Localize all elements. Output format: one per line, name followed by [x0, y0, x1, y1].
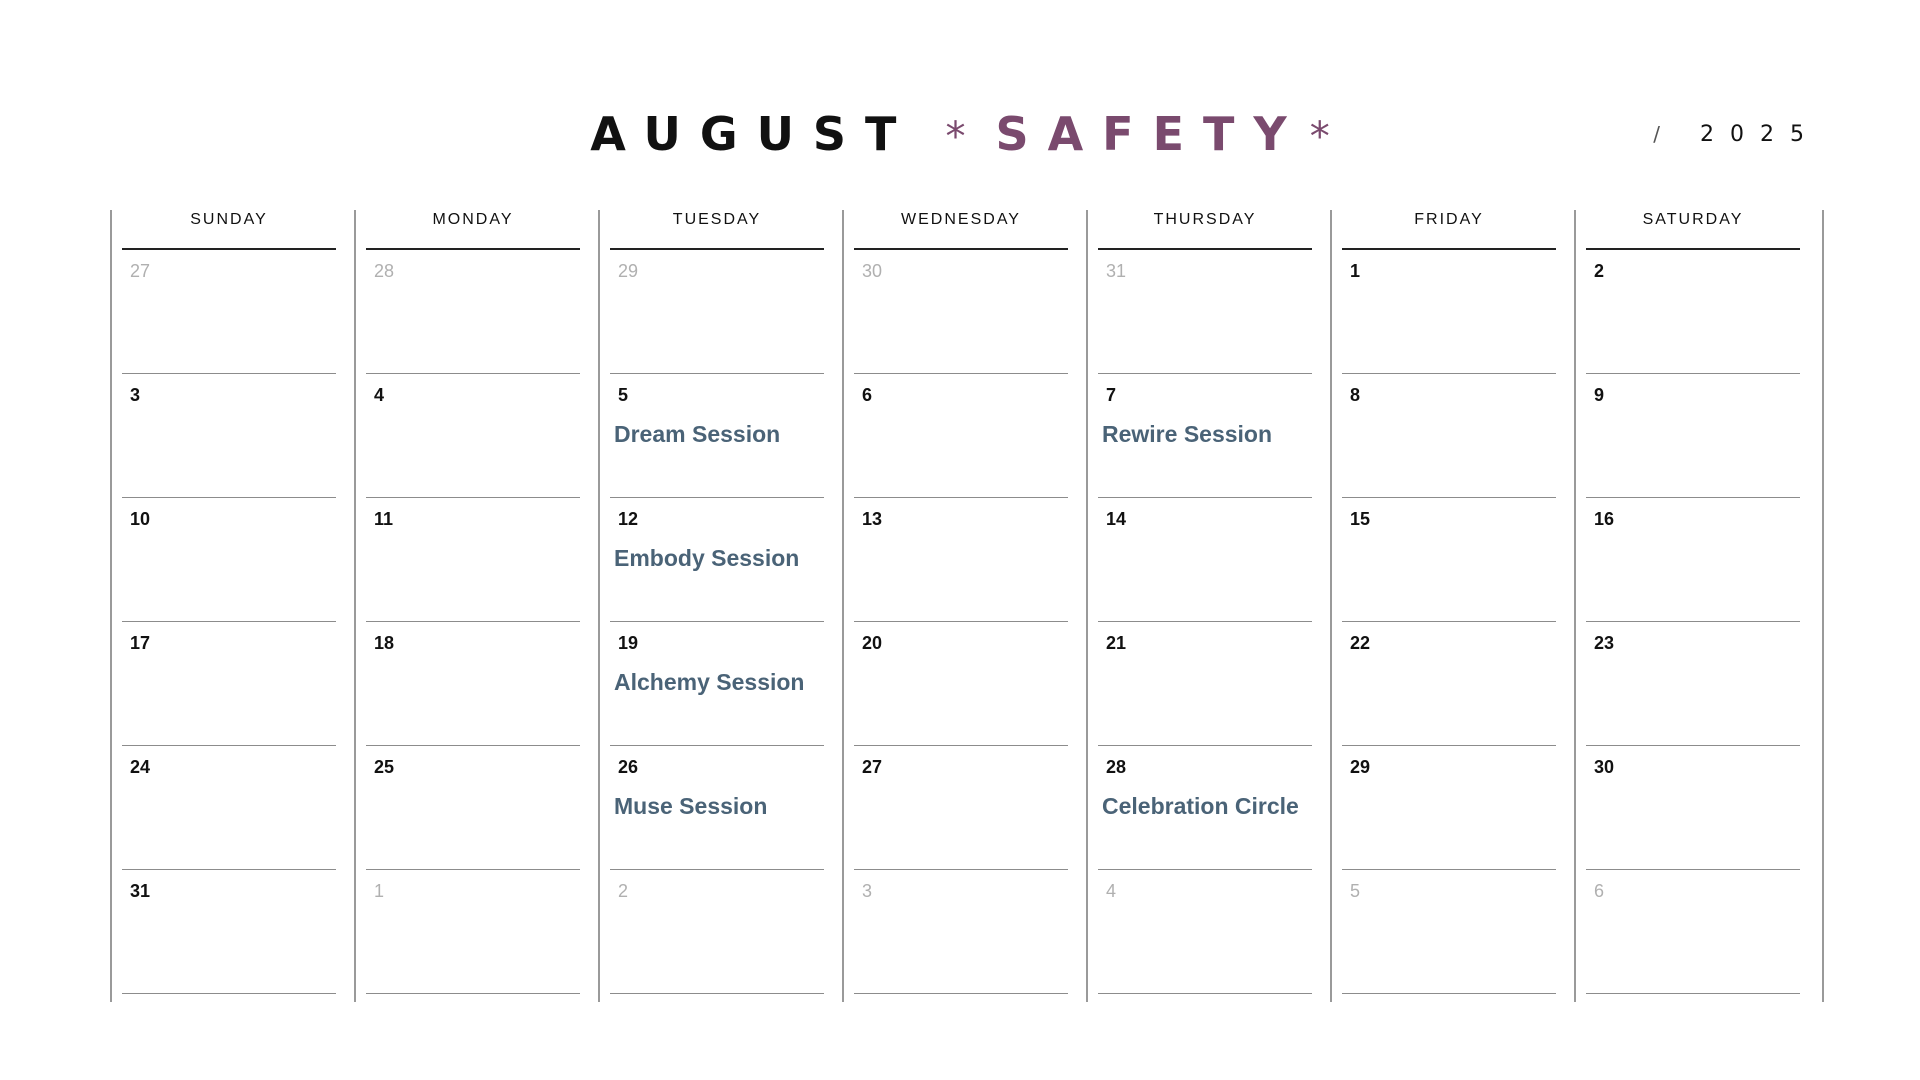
day-number: 24 [130, 757, 151, 777]
weekday-header: WEDNESDAY [854, 210, 1068, 250]
day-cell[interactable] [1342, 746, 1556, 870]
day-cell[interactable] [122, 622, 336, 746]
day-cell[interactable] [1342, 374, 1556, 498]
day-cell[interactable] [1586, 250, 1800, 374]
day-cell[interactable] [854, 498, 1068, 622]
day-number: 1 [374, 881, 385, 901]
day-cell[interactable] [122, 870, 336, 994]
day-number: 31 [130, 881, 151, 901]
day-cell[interactable] [1342, 622, 1556, 746]
day-number: 9 [1594, 385, 1605, 405]
day-number: 30 [1594, 757, 1615, 777]
day-number: 27 [862, 757, 883, 777]
day-column-sunday [110, 210, 356, 1002]
day-cell[interactable] [366, 250, 580, 374]
year-slash: / [1653, 122, 1676, 146]
day-cell[interactable] [1098, 498, 1312, 622]
calendar-event[interactable]: Embody Session [614, 545, 800, 571]
page-title [0, 106, 1920, 165]
day-cell[interactable] [610, 622, 824, 746]
day-number: 22 [1350, 633, 1371, 653]
day-number: 5 [1350, 881, 1361, 901]
day-number: 30 [862, 261, 883, 281]
day-cell[interactable] [122, 498, 336, 622]
weekday-header: FRIDAY [1342, 210, 1556, 250]
day-cell[interactable] [610, 870, 824, 994]
day-cell[interactable] [1098, 374, 1312, 498]
day-cell[interactable] [122, 374, 336, 498]
day-cell[interactable] [1586, 374, 1800, 498]
title-month: AUGUST [590, 107, 916, 161]
day-cell[interactable] [1098, 746, 1312, 870]
weekday-header: THURSDAY [1098, 210, 1312, 250]
day-number: 4 [1106, 881, 1117, 901]
calendar-event[interactable]: Alchemy Session [614, 669, 805, 695]
calendar-event[interactable]: Rewire Session [1102, 421, 1273, 447]
day-number: 29 [618, 261, 639, 281]
day-cell[interactable] [1586, 622, 1800, 746]
day-column-thursday [1086, 210, 1332, 1002]
calendar-event[interactable]: Dream Session [614, 421, 781, 447]
day-column-monday [354, 210, 600, 1002]
calendar-grid [110, 210, 1824, 1002]
weekday-header: MONDAY [366, 210, 580, 250]
day-number: 6 [862, 385, 873, 405]
day-cell[interactable] [854, 746, 1068, 870]
day-number: 13 [862, 509, 883, 529]
day-cell[interactable] [1098, 250, 1312, 374]
day-cell[interactable] [366, 498, 580, 622]
day-cell[interactable] [366, 622, 580, 746]
weekday-header: SUNDAY [122, 210, 336, 250]
weekday-header: TUESDAY [610, 210, 824, 250]
day-number: 27 [130, 261, 151, 281]
day-cell[interactable] [854, 374, 1068, 498]
day-cell[interactable] [854, 870, 1068, 994]
day-number: 21 [1106, 633, 1127, 653]
day-cell[interactable] [1586, 870, 1800, 994]
day-number: 17 [130, 633, 151, 653]
day-number: 18 [374, 633, 395, 653]
day-number: 16 [1594, 509, 1615, 529]
day-number: 2 [1594, 261, 1605, 281]
day-cell[interactable] [366, 870, 580, 994]
day-cell[interactable] [122, 746, 336, 870]
title-star-icon: * [1309, 114, 1330, 160]
title-star-icon: * [945, 114, 966, 160]
day-number: 4 [374, 385, 385, 405]
day-number: 28 [374, 261, 395, 281]
day-number: 5 [618, 385, 629, 405]
day-number: 20 [862, 633, 883, 653]
year-value: 2025 [1700, 122, 1820, 147]
day-column-saturday [1574, 210, 1820, 1002]
day-cell[interactable] [610, 746, 824, 870]
day-column-tuesday [598, 210, 844, 1002]
day-number: 14 [1106, 509, 1127, 529]
day-number: 26 [618, 757, 639, 777]
day-number: 25 [374, 757, 395, 777]
day-cell[interactable] [610, 374, 824, 498]
day-number: 8 [1350, 385, 1361, 405]
title-theme: SAFETY [995, 107, 1306, 161]
day-cell[interactable] [1586, 498, 1800, 622]
day-number: 11 [374, 509, 394, 529]
day-cell[interactable] [610, 250, 824, 374]
day-cell[interactable] [366, 374, 580, 498]
day-cell[interactable] [1342, 870, 1556, 994]
day-number: 28 [1106, 757, 1127, 777]
day-cell[interactable] [854, 250, 1068, 374]
day-number: 10 [130, 509, 151, 529]
day-cell[interactable] [366, 746, 580, 870]
day-column-friday [1330, 210, 1576, 1002]
day-number: 23 [1594, 633, 1615, 653]
day-cell[interactable] [122, 250, 336, 374]
day-number: 1 [1350, 261, 1361, 281]
day-column-wednesday [842, 210, 1088, 1002]
calendar-event[interactable]: Muse Session [614, 793, 768, 819]
calendar-event[interactable]: Celebration Circle [1102, 793, 1299, 819]
weekday-header: SATURDAY [1586, 210, 1800, 250]
day-cell[interactable] [1342, 250, 1556, 374]
day-number: 6 [1594, 881, 1605, 901]
day-number: 3 [130, 385, 141, 405]
day-number: 12 [618, 509, 639, 529]
day-cell[interactable] [854, 622, 1068, 746]
year-label [1653, 122, 1820, 147]
day-number: 3 [862, 881, 873, 901]
day-number: 31 [1106, 261, 1127, 281]
day-cell[interactable] [1098, 622, 1312, 746]
day-number: 19 [618, 633, 639, 653]
day-cell[interactable] [1586, 746, 1800, 870]
day-cell[interactable] [610, 498, 824, 622]
day-number: 2 [618, 881, 629, 901]
day-number: 15 [1350, 509, 1371, 529]
day-number: 29 [1350, 757, 1371, 777]
day-number: 7 [1106, 385, 1117, 405]
day-cell[interactable] [1342, 498, 1556, 622]
day-cell[interactable] [1098, 870, 1312, 994]
